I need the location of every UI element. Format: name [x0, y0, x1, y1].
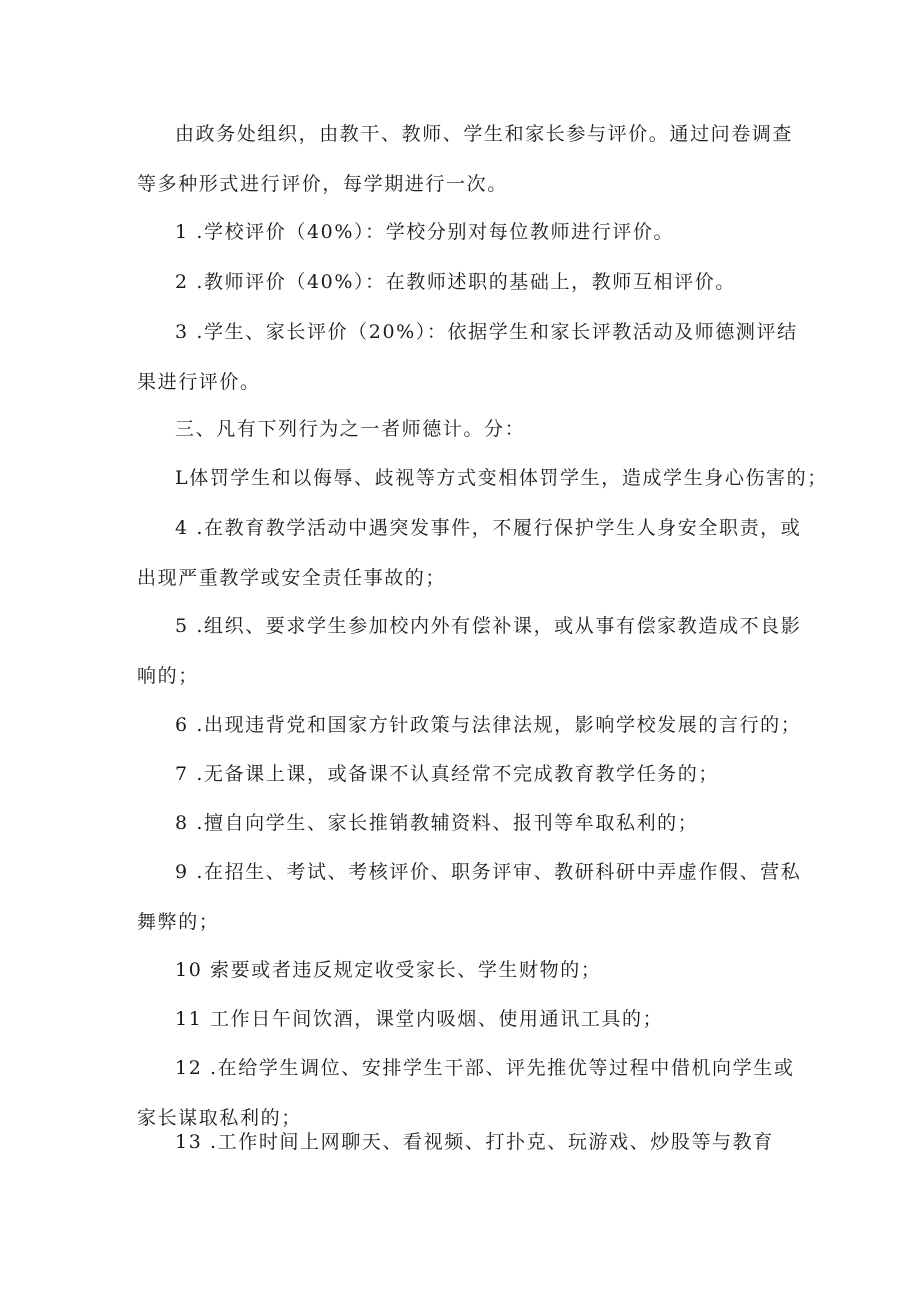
text-line: 果进行评价。: [137, 371, 261, 393]
text-line: 6 .出现违背党和国家方针政策与法律法规，影响学校发展的言行的；: [175, 714, 802, 736]
list-item-10: [137, 945, 792, 995]
text-line: 由政务处组织，由教干、教师、学生和家长参与评价。通过问卷调查: [175, 123, 794, 145]
list-item-11: [137, 994, 792, 1044]
text-line: L体罚学生和以侮辱、歧视等方式变相体罚学生，造成学生身心伤害的；: [175, 467, 828, 489]
text-line: 4 .在教育教学活动中遇突发事件，不履行保护学生人身安全职责，或: [175, 517, 802, 539]
list-item-13: [137, 1117, 792, 1167]
list-item-corporal-punishment: [137, 453, 828, 503]
text-line: 10 索要或者违反规定收受家长、学生财物的；: [175, 959, 602, 981]
text-line: 9 .在招生、考试、考核评价、职务评审、教研科研中弄虚作假、营私: [175, 861, 802, 883]
text-line: 家长谋取私利的；: [137, 1107, 302, 1129]
list-item-7: [137, 749, 792, 799]
text-line: 8 .擅自向学生、家长推销教辅资料、报刊等牟取私利的；: [175, 812, 699, 834]
paragraph-evaluation-organization: [137, 109, 792, 209]
text-line: 三、凡有下列行为之一者师德计。分：: [175, 418, 526, 440]
text-line: 2 .教师评价（40%）：在教师述职的基础上，教师互相评价。: [175, 271, 736, 293]
text-line: 响的；: [137, 665, 199, 687]
list-item-5: [137, 601, 802, 701]
text-line: 3 .学生、家长评价（20%）：依据学生和家长评教活动及师德测评结: [175, 321, 798, 343]
text-line: 1 .学校评价（40%）：学校分别对每位教师进行评价。: [175, 221, 675, 243]
paragraph-school-evaluation: [137, 207, 792, 257]
list-item-8: [137, 798, 792, 848]
section-heading-three: [137, 404, 792, 454]
paragraph-teacher-evaluation: [137, 257, 792, 307]
text-line: 11 工作日午间饮酒，课堂内吸烟、使用通讯工具的；: [175, 1008, 664, 1030]
text-line: 舞弊的；: [137, 911, 220, 933]
list-item-6: [137, 700, 802, 750]
text-line: 5 .组织、要求学生参加校内外有偿补课，或从事有偿家教造成不良影: [175, 615, 802, 637]
text-line: 7 .无备课上课，或备课不认真经常不完成教育教学任务的；: [175, 763, 719, 785]
list-item-9: [137, 847, 802, 947]
paragraph-student-parent-evaluation: [137, 307, 798, 407]
text-line: 13 .工作时间上网聊天、看视频、打扑克、玩游戏、炒股等与教育: [175, 1131, 774, 1153]
list-item-4: [137, 503, 802, 603]
text-line: 12 .在给学生调位、安排学生干部、评先推优等过程中借机向学生或: [175, 1057, 795, 1079]
text-line: 等多种形式进行评价，每学期进行一次。: [137, 173, 508, 195]
text-line: 出现严重教学或安全责任事故的；: [137, 567, 447, 589]
